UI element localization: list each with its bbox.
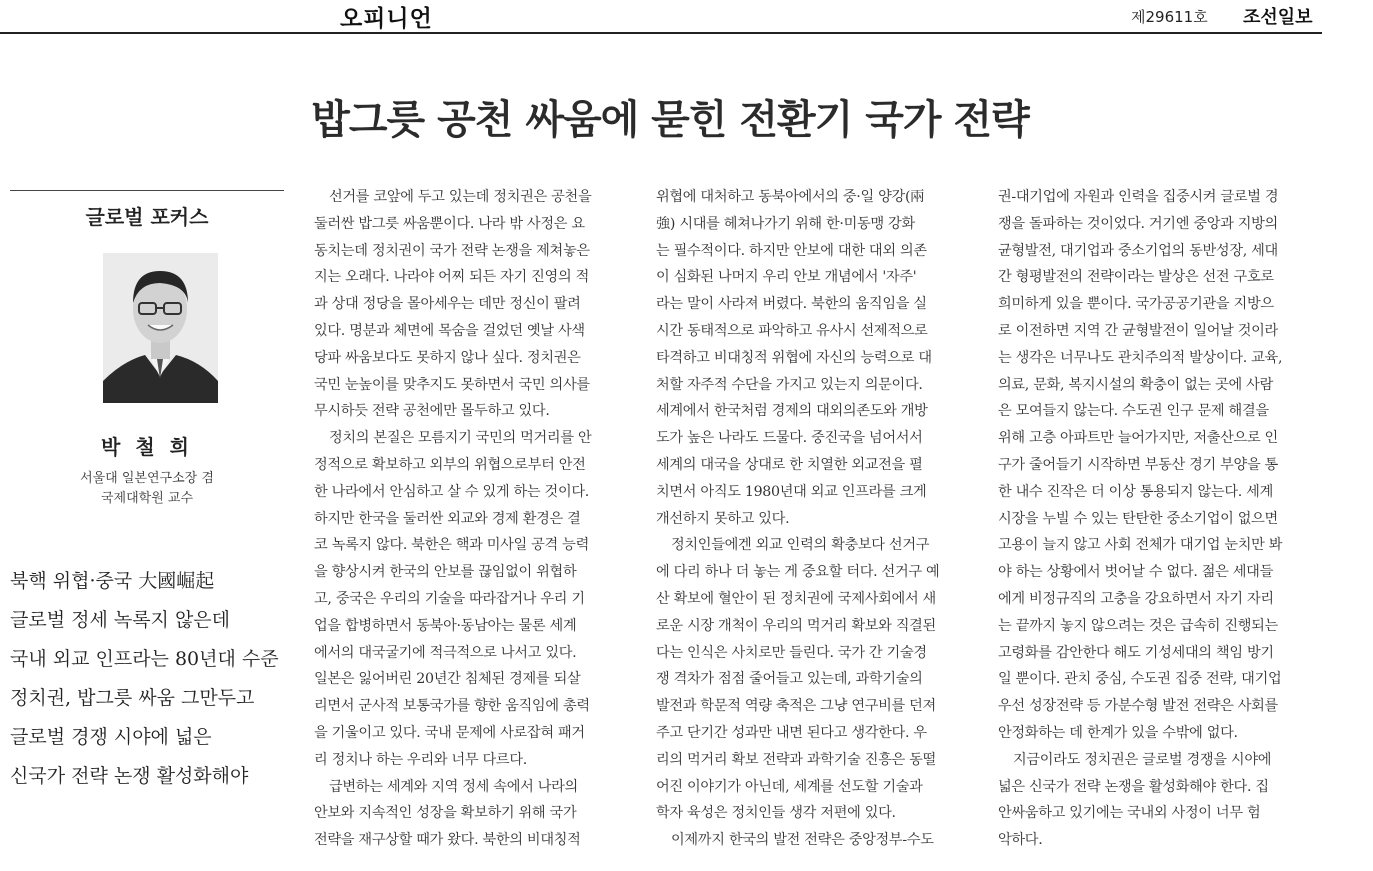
author-portrait-image (103, 253, 218, 403)
body-text-line: 라는 말이 사라져 버렸다. 북한의 움직임을 실 (656, 296, 927, 313)
column-info (10, 190, 284, 506)
author-title-line2: 국제대학원 교수 (100, 491, 194, 506)
body-text-line: 는 필수적이다. 하지만 안보에 대한 대외 의존 (656, 242, 927, 259)
subhead-line: 신국가 전략 논쟁 활성화해야 (10, 765, 249, 787)
body-text-line: 고령화를 감안한다 해도 기성세대의 책임 방기 (998, 644, 1274, 661)
body-text-line: 지는 오래다. 나라야 어찌 되든 자기 진영의 적 (314, 269, 589, 286)
body-text-line: 고, 중국은 우리의 기술을 따라잡거나 우리 기 (314, 590, 585, 607)
body-text-line: 치면서 아직도 1980년대 외교 인프라를 크게 (656, 483, 927, 500)
subheads (10, 562, 294, 796)
body-text-line: 처할 자주적 수단을 가지고 있는지 의문이다. (656, 376, 923, 393)
body-text-line: 학자 육성은 정치인들 생각 저편에 있다. (656, 805, 896, 822)
body-text-line: 強) 시대를 헤쳐나가기 위해 한·미동맹 강화 (656, 215, 915, 232)
body-text-line: 있다. 명분과 체면에 목숨을 걸었던 옛날 사색 (314, 322, 585, 339)
body-text-line: 다는 인식은 사치로만 들린다. 국가 간 기술경 (656, 644, 927, 661)
body-text-line: 간 형평발전의 전략이라는 발상은 선전 구호로 (998, 269, 1274, 286)
body-text-line: 안보와 지속적인 성장을 확보하기 위해 국가 (314, 805, 577, 822)
masthead (0, 0, 1322, 34)
body-text-line: 정치의 본질은 모름지기 국민의 먹거리를 안 (329, 430, 592, 447)
body-text-line: 균형발전, 대기업과 중소기업의 동반성장, 세대 (998, 242, 1278, 259)
issue-number: 제29611호 (1131, 8, 1208, 26)
body-text-line: 정치인들에겐 외교 인력의 확충보다 선거구 (671, 537, 930, 554)
body-text-line: 주고 단기간 성과만 내면 된다고 생각한다. 우 (656, 724, 927, 741)
body-text-line: 안싸움하고 있기에는 국내외 사정이 너무 험 (998, 805, 1261, 822)
body-text-line: 산 확보에 혈안이 된 정치권에 국제사회에서 새 (656, 590, 936, 607)
body-text-line: 하지만 한국을 둘러싼 외교와 경제 환경은 결 (314, 510, 581, 527)
body-text-line: 악하다. (998, 832, 1043, 849)
body-text-line: 일 뿐이다. 관치 중심, 수도권 집중 전략, 대기업 (998, 671, 1282, 688)
body-text-line: 에게 비정규직의 고충을 강요하면서 자기 자리 (998, 590, 1274, 607)
body-text-line: 고용이 늘지 않고 사회 전체가 대기업 눈치만 봐 (998, 537, 1283, 554)
body-text-line: 세계에서 한국처럼 경제의 대외의존도와 개방 (656, 403, 928, 420)
body-text-line: 위협에 대처하고 동북아에서의 중·일 양강(兩 (656, 189, 925, 205)
body-text-line: 코 녹록지 않다. 북한은 핵과 미사일 공격 능력 (314, 537, 589, 554)
body-text-line: 리면서 군사적 보통국가를 향한 움직임에 총력 (314, 698, 590, 715)
body-text-line: 동치는데 정치권이 국가 전략 논쟁을 제쳐놓은 (314, 242, 590, 259)
body-text-line: 도가 높은 나라도 드물다. 중진국을 넘어서서 (656, 430, 923, 447)
body-text-line: 야 하는 상황에서 벗어날 수 없다. 젊은 세대들 (998, 564, 1273, 581)
body-text-line: 위해 고층 아파트만 늘어가지만, 저출산으로 인 (998, 430, 1278, 447)
body-text-line: 타격하고 비대칭적 위협에 자신의 능력으로 대 (656, 349, 932, 366)
body-text-line: 이제까지 한국의 발전 전략은 중앙정부-수도 (671, 832, 934, 849)
body-text-line: 어진 이야기가 아닌데, 세계를 선도할 기술과 (656, 778, 923, 795)
body-text-line: 는 끝까지 놓지 않으려는 것은 급속히 진행되는 (998, 617, 1278, 634)
body-text-line: 로운 시장 개척이 우리의 먹거리 확보와 직결된 (656, 617, 936, 634)
body-text-line: 국민 눈높이를 맞추지도 못하면서 국민 의사를 (314, 376, 590, 393)
newspaper-name: 조선일보 (1243, 7, 1313, 28)
body-text-line: 에서의 대국굴기에 적극적으로 나서고 있다. (314, 644, 577, 661)
body-text-line: 쟁을 돌파하는 것이었다. 거기엔 중앙과 지방의 (998, 215, 1278, 232)
body-text-line: 은 모여들지 않는다. 수도권 인구 문제 해결을 (998, 403, 1269, 420)
body-text-line: 는 생각은 너무나도 관치주의적 발상이다. 교육, (998, 349, 1283, 366)
body-text-line: 을 향상시켜 한국의 안보를 끊임없이 위협하 (314, 564, 577, 581)
body-text-line: 리의 먹거리 확보 전략과 과학기술 진흥은 동떨 (656, 751, 936, 768)
body-text-line: 업을 합병하면서 동북아·동남아는 물론 세계 (314, 617, 577, 634)
body-text-line: 세계의 대국을 상대로 한 치열한 외교전을 펼 (656, 456, 923, 473)
body-text-line: 과 상대 정당을 몰아세우는 데만 정신이 팔려 (314, 296, 581, 313)
subhead-line: 정치권, 밥그릇 싸움 그만두고 (10, 687, 255, 709)
body-text-line: 선거를 코앞에 두고 있는데 정치권은 공천을 (329, 189, 592, 205)
body-column-3 (998, 184, 1324, 854)
body-text-line: 넓은 신국가 전략 논쟁을 활성화해야 한다. 집 (998, 778, 1269, 795)
body-text-line: 둘러싼 밥그릇 싸움뿐이다. 나라 밖 사정은 요 (314, 215, 585, 232)
author-portrait (103, 253, 218, 403)
body-text-line: 한 내수 진작은 더 이상 통용되지 않는다. 세계 (998, 483, 1273, 500)
body-text-line: 발전과 학문적 역량 축적은 그냥 연구비를 던져 (656, 698, 936, 715)
body-text-line: 지금이라도 정치권은 글로벌 경쟁을 시야에 (1013, 751, 1272, 768)
body-text-line: 일본은 잃어버린 20년간 침체된 경제를 되살 (314, 671, 581, 688)
body-column-1 (314, 184, 640, 854)
headline: 밥그릇 공천 싸움에 묻힌 전환기 국가 전략 (311, 96, 1029, 143)
body-text-line: 무시하듯 전략 공천에만 몰두하고 있다. (314, 403, 550, 420)
subhead-line: 글로벌 경쟁 시야에 넓은 (10, 726, 212, 748)
body-text-line: 안정화하는 데 한계가 있을 수밖에 없다. (998, 724, 1238, 741)
body-column-2 (656, 184, 982, 854)
body-text-line: 정적으로 확보하고 외부의 위협으로부터 안전 (314, 456, 586, 473)
section-title: 오피니언 (340, 6, 433, 32)
subhead-line: 글로벌 정세 녹록지 않은데 (10, 609, 231, 631)
body-text-line: 구가 줄어들기 시작하면 부동산 경기 부양을 통 (998, 456, 1278, 473)
body-text-line: 급변하는 세계와 지역 정세 속에서 나라의 (329, 778, 578, 795)
subhead-line: 국내 외교 인프라는 80년대 수준 (10, 648, 279, 670)
body-text-line: 이 심화된 나머지 우리 안보 개념에서 '자주' (656, 269, 917, 286)
body-text-line: 을 기울이고 있다. 국내 문제에 사로잡혀 패거 (314, 724, 585, 741)
author-name: 박 철 희 (101, 435, 193, 459)
body-text-line: 권-대기업에 자원과 인력을 집중시켜 글로벌 경 (998, 189, 1279, 205)
author-title-line1: 서울대 일본연구소장 겸 (80, 471, 214, 486)
body-text-line: 전략을 재구상할 때가 왔다. 북한의 비대칭적 (314, 832, 581, 849)
subhead-line: 북핵 위협·중국 大國崛起 (10, 570, 215, 592)
body-text-line: 시간 동태적으로 파악하고 유사시 선제적으로 (656, 322, 928, 339)
body-text-line: 당파 싸움보다도 못하지 않나 싶다. 정치권은 (314, 349, 581, 366)
body-text-line: 시장을 누빌 수 있는 탄탄한 중소기업이 없으면 (998, 510, 1278, 527)
body-text-line: 우선 성장전략 등 가분수형 발전 전략은 사회를 (998, 698, 1278, 715)
body-text-line: 희미하게 있을 뿐이다. 국가공공기관을 지방으 (998, 296, 1274, 313)
body-text-line: 리 정치나 하는 우리와 너무 다르다. (314, 751, 527, 768)
body-text-line: 한 나라에서 안심하고 살 수 있게 하는 것이다. (314, 483, 589, 500)
body-text-line: 개선하지 못하고 있다. (656, 510, 790, 527)
body-text-line: 의료, 문화, 복지시설의 확충이 없는 곳에 사람 (998, 376, 1273, 393)
column-name: 글로벌 포커스 (85, 205, 209, 229)
body-text-line: 에 다리 하나 더 놓는 게 중요할 터다. 선거구 예 (656, 564, 940, 581)
body-text-line: 로 이전하면 지역 간 균형발전이 일어날 것이라 (998, 322, 1278, 339)
body-text-line: 쟁 격차가 점점 줄어들고 있는데, 과학기술의 (656, 671, 923, 688)
